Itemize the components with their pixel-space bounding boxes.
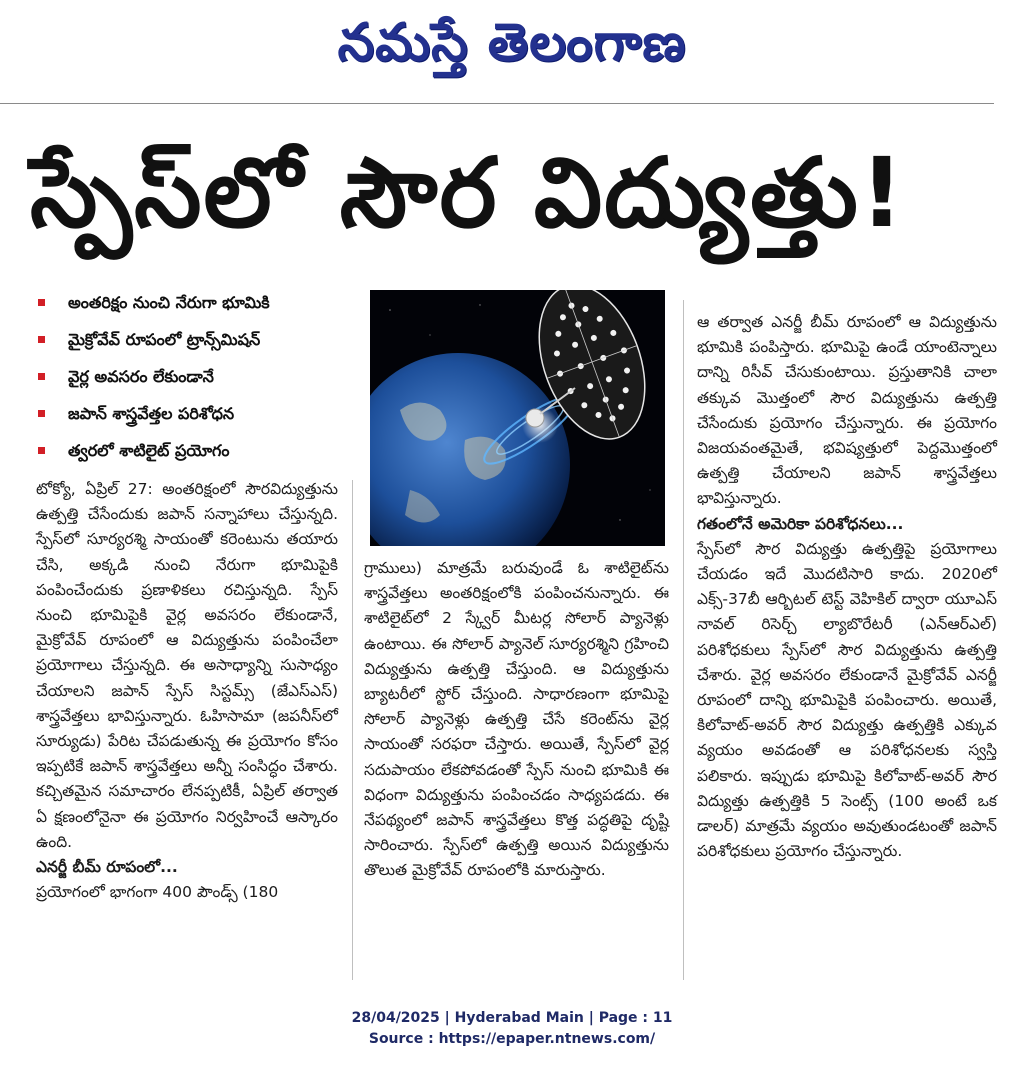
page-footer [0,1008,1024,1050]
article-paragraph: టోక్యో, ఏప్రిల్ 27: అంతరిక్షంలో సౌరవిద్యుత్తును ఉత్పత్తి చేసేందుకు జపాన్ సన్నాహాలు చేస్తున్నది. స్పేస్‌లో సూర్యరశ్మి సాయంతో కరెంటును తయారు చేసి, అక్కడి నుంచి నేరుగా భూమిపైకి పంపించేందుకు ప్రణాళికలు రచిస్తున్నది. స్పేస్ నుంచి భూమిపైకి వైర్ల అవసరం లేకుండానే, మైక్రోవేవ్ రూపంలో ఆ విద్యుత్తును పంపించేలా ప్రయోగాలు చేస్తున్నది. ఈ అసాధ్యాన్ని సుసాధ్యం చేయాలని జపాన్ స్పేస్ సిస్టమ్స్ (జేఎస్ఎస్) శాస్త్రవేత్తలు భావిస్తున్నారు. ఓహిసామా (జపనీస్‌లో సూర్యుడు) పేరిట చేపడుతున్న ఈ ప్రయోగం కోసం ఇప్పటికే జపాన్ శాస్త్రవేత్తలు అన్నీ సంసిద్ధం చేశారు. కచ్చితమైన సమాచారం లేనప్పటికీ, ఏప్రిల్ తర్వాత ఏ క్షణంలోనైనా ఈ ప్రయోగం నిర్వహించే ఆస్కారం ఉంది. [36,480,338,851]
highlight-item: జపాన్ శాస్త్రవేత్తల పరిశోధన [38,401,358,438]
article-column-3 [697,310,997,864]
highlight-item: మైక్రోవేవ్ రూపంలో ట్రాన్స్‌మిషన్ [38,327,358,364]
satellite-earth-illustration [370,290,665,546]
article-column-1 [36,477,338,905]
masthead-rule [0,103,994,104]
column-divider [683,300,684,980]
highlights-list [38,290,358,475]
highlight-item: అంతరిక్షం నుంచి నేరుగా భూమికి [38,290,358,327]
highlight-item: వైర్ల అవసరం లేకుండానే [38,364,358,401]
footer-edition-info: 28/04/2025 | Hyderabad Main | Page : 11 [351,1010,673,1026]
masthead-logo: నమస్తే తెలంగాణ [337,13,687,73]
bullet-icon [38,336,45,343]
highlight-item: త్వరలో శాటిలైట్ ప్రయోగం [38,438,358,475]
footer-source-link[interactable]: Source : https://epaper.ntnews.com/ [368,1031,656,1047]
masthead [0,8,1024,78]
bullet-icon [38,410,45,417]
article-subheading: గతంలోనే అమెరికా పరిశోధనలు... [697,514,904,533]
headline: స్పేస్‌లో సౌర విద్యుత్తు! [30,137,906,249]
article-paragraph: ఆ తర్వాత ఎనర్జీ బీమ్ రూపంలో ఆ విద్యుత్తును భూమికి పంపిస్తారు. భూమిపై ఉండే యాంటెన్నాలు దాన్ని రిసీవ్ చేసుకుంటాయి. ప్రస్తుతానికి చాలా తక్కువ మొత్తంలో సౌర విద్యుత్తును ఉత్పత్తి చేసేందుకు ప్రయోగం చేస్తున్నారు. ఈ ప్రయోగం విజయవంతమైతే, భవిష్యత్తులో పెద్దమొత్తంలో ఉత్పత్తి చేయాలని జపాన్ శాస్త్రవేత్తలు భావిస్తున్నారు. [697,313,997,508]
article-paragraph: ప్రయోగంలో భాగంగా 400 పౌండ్స్ (180 [36,883,279,902]
bullet-icon [38,447,45,454]
satellite-earth-photo [370,290,665,546]
article-subheading: ఎనర్జీ బీమ్ రూపంలో... [36,858,178,877]
column-divider [352,480,353,980]
article-column-2 [364,556,669,884]
bullet-icon [38,299,45,306]
article-paragraph: గ్రాములు) మాత్రమే బరువుండే ఓ శాటిలైట్‌ను శాస్త్రవేత్తలు అంతరిక్షంలోకి పంపించనున్నారు. ఈ శాటిలైట్‌లో 2 స్క్వేర్ మీటర్ల సోలార్ ప్యానెళ్లు ఉంటాయి. ఈ సోలార్ ప్యానెల్ సూర్యరశ్మిని గ్రహించి విద్యుత్తును ఉత్పత్తి చేస్తుంది. ఆ విద్యుత్తును బ్యాటరీలో స్టోర్ చేస్తుంది. సాధారణంగా భూమిపై సోలార్ ప్యానెళ్లు ఉత్పత్తి చేసే కరెంట్‌ను వైర్ల సాయంతో సరఫరా చేస్తారు. అయితే, స్పేస్‌లో వైర్ల సదుపాయం లేకపోవడంతో స్పేస్ నుంచి భూమికి ఈ విధంగా విద్యుత్తును పంపించడం సాధ్యపడదు. ఈ నేపథ్యంలో జపాన్ శాస్త్రవేత్తలు కొత్త పద్ధతిపై దృష్టి సారించారు. స్పేస్‌లో ఉత్పత్తి అయిన విద్యుత్తును తొలుత మైక్రోవేవ్ రూపంలోకి మారుస్తారు. [364,559,669,880]
bullet-icon [38,373,45,380]
article-paragraph: స్పేస్‌లో సౌర విద్యుత్తు ఉత్పత్తిపై ప్రయోగాలు చేయడం ఇదే మొదటిసారి కాదు. 2020లో ఎక్స్-37బీ ఆర్బిటల్ టెస్ట్ వెహికిల్ ద్వారా యూఎస్ నావల్ రిసెర్చ్ ల్యాబొరేటరీ (ఎన్ఆర్ఎల్) పరిశోధకులు స్పేస్‌లో సౌర విద్యుత్తును ఉత్పత్తి చేశారు. వైర్ల అవసరం లేకుండానే మైక్రోవేవ్ ఎనర్జీ రూపంలో దాన్ని భూమిపైకి పంపించారు. అయితే, కిలోవాట్-అవర్ సౌర విద్యుత్తు ఉత్పత్తికి ఎక్కువ వ్యయం అవడంతో ఆ పరిశోధనలకు స్వస్తి పలికారు. ఇప్పుడు భూమిపై కిలోవాట్-అవర్ సౌర విద్యుత్తు ఉత్పత్తికి 5 సెంట్స్ (100 అంటే ఒక డాలర్) మాత్రమే వ్యయం అవుతుండటంతో జపాన్ పరిశోధకులు ప్రయోగం చేస్తున్నారు. [697,539,997,861]
